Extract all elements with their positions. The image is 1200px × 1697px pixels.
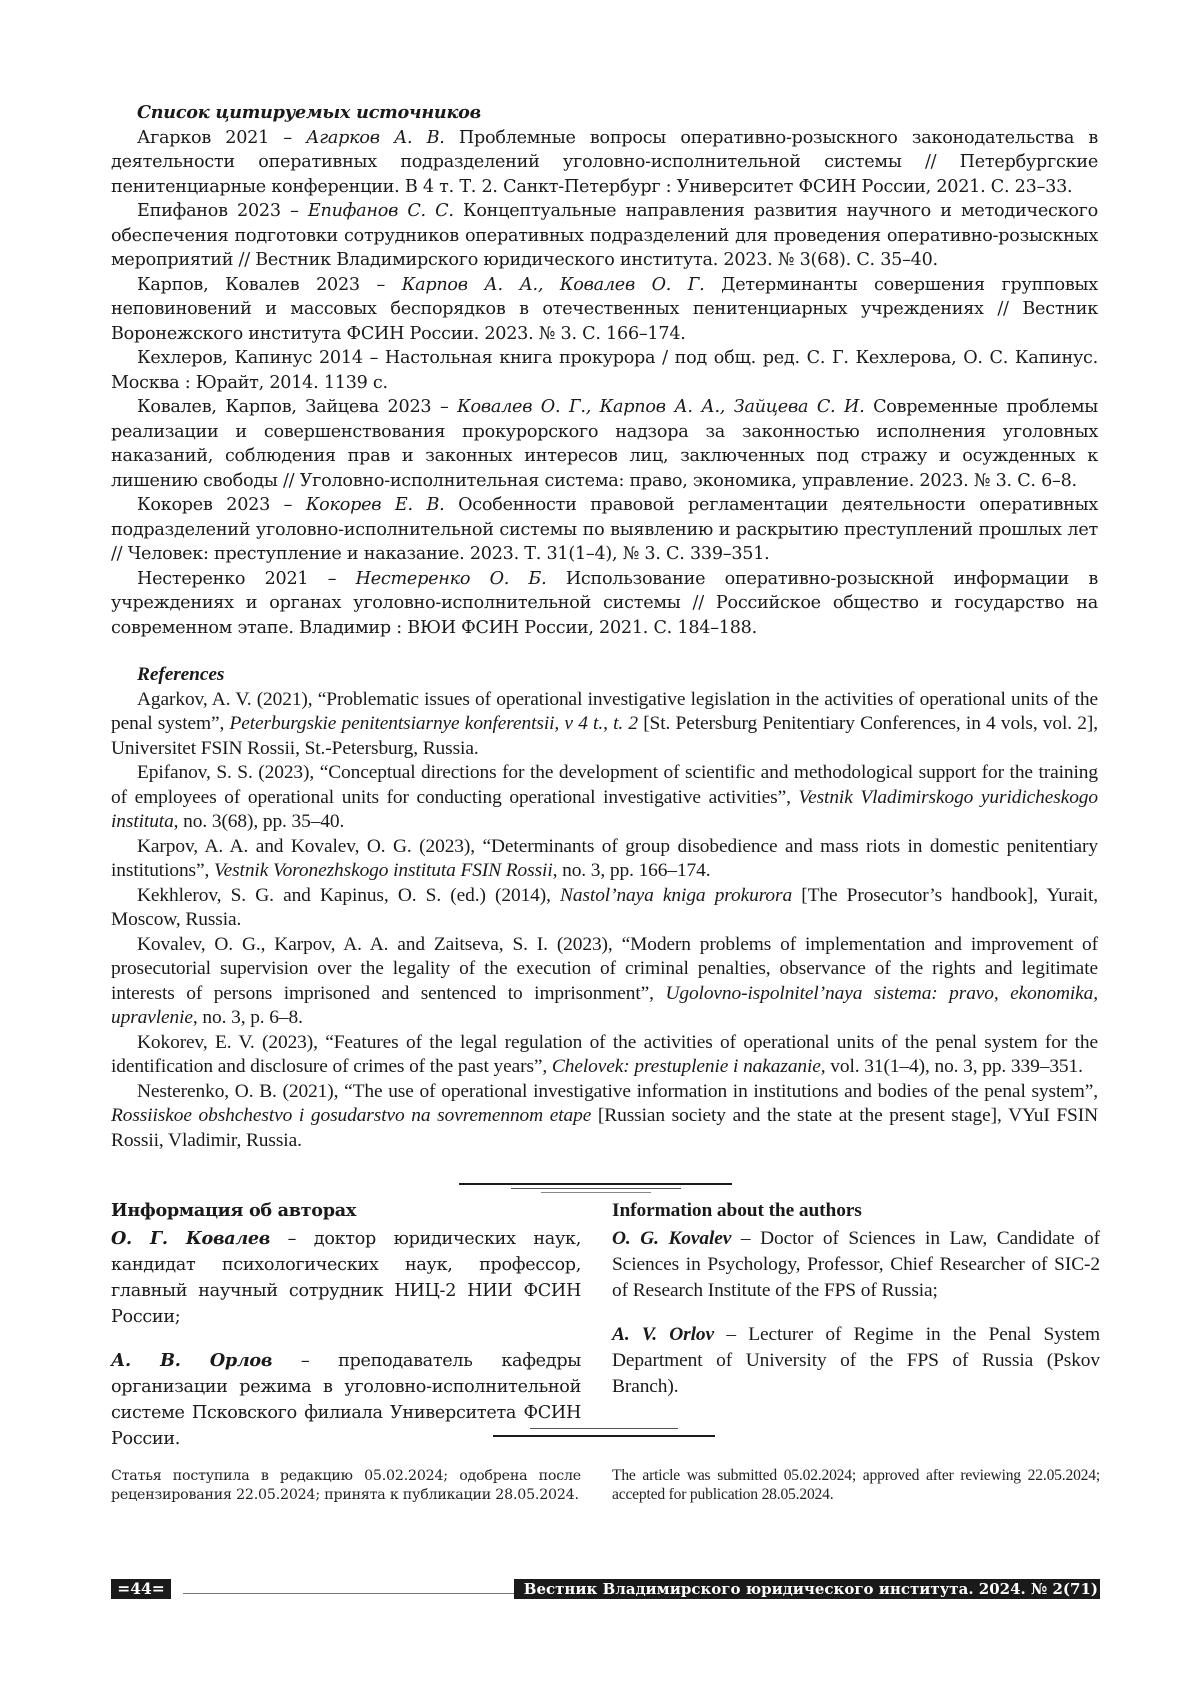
reference-entry: Karpov, A. A. and Kovalev, O. G. (2023), “Determinants of group disobedience and mass riots in domestic penitentiary institutions”, Vestnik Voronezhskogo instituta FSIN Rossii, no. 3, pp. 166–174. bbox=[111, 835, 1098, 881]
english-references-heading: References bbox=[137, 664, 225, 685]
divider-line bbox=[541, 1192, 651, 1193]
authors-info-english bbox=[612, 1198, 1100, 1418]
section-divider bbox=[493, 1428, 715, 1437]
reference-entry: Агарков 2021 – Агарков А. В. Проблемные вопросы оперативно-розыскного законодательства в деятельности оперативных подразделений уголовно-исполнительной системы // Петербургские пенитенциарные конференции. В 4 т. Т. 2. Санкт-Петербург : Университет ФСИН России, 2021. С. 23–33. bbox=[111, 127, 1098, 197]
reference-entry: Епифанов 2023 – Епифанов С. С. Концептуальные направления развития научного и методического обеспечения подготовки сотрудников оперативных подразделений для проведения оперативно-розыскных мероприятий // Вестник Владимирского юридического института. 2023. № 3(68). С. 35–40. bbox=[111, 201, 1098, 270]
section-divider bbox=[459, 1183, 732, 1193]
reference-entry: Нестеренко 2021 – Нестеренко О. Б. Использование оперативно-розыскной информации в учреждениях и органах уголовно-исполнительной системы // Российское общество и государство на современном этапе. Владимир : ВЮИ ФСИН России, 2021. С. 184–188. bbox=[111, 568, 1098, 638]
submission-dates-russian: Статья поступила в редакцию 05.02.2024; одобрена после рецензирования 22.05.2024; принята к публикации 28.05.2024. bbox=[111, 1468, 581, 1503]
author-entry: O. G. Kovalev – Doctor of Sciences in Law, Candidate of Sciences in Psychology, Professor, Chief Researcher of SIC-2 of Research Institute of the FPS of Russia; bbox=[612, 1228, 1100, 1301]
journal-title: Вестник Владимирского юридического института. 2024. № 2(71) bbox=[514, 1579, 1100, 1599]
reference-entry: Nesterenko, O. B. (2021), “The use of operational investigative information in institutions and bodies of the penal system”, Rossiiskoe obshchestvo i gosudarstvo na sovremennom etape [Russian society and the state at the present stage], VYuI FSIN Rossii, Vladimir, Russia. bbox=[111, 1080, 1098, 1151]
divider-line bbox=[493, 1435, 715, 1437]
reference-entry: Kekhlerov, S. G. and Kapinus, O. S. (ed.) (2014), Nastol’naya kniga prokurora [The Prosecutor’s handbook], Yurait, Moscow, Russia. bbox=[111, 884, 1098, 930]
reference-entry: Кехлеров, Капинус 2014 – Настольная книга прокурора / под общ. ред. С. Г. Кехлерова, О. С. Капинус. Москва : Юрайт, 2014. 1139 с. bbox=[111, 348, 1098, 393]
divider-line bbox=[459, 1183, 732, 1185]
submission-dates-english: The article was submitted 05.02.2024; approved after reviewing 22.05.2024; accepted for publication 28.05.2024. bbox=[612, 1467, 1100, 1503]
reference-entry: Epifanov, S. S. (2023), “Conceptual directions for the development of scientific and methodological support for the training of employees of operational units for conducting operational investigative activities”, Vestnik Vladimirskogo yuridicheskogo instituta, no. 3(68), pp. 35–40. bbox=[111, 762, 1098, 832]
author-entry: A. V. Orlov – Lecturer of Regime in the Penal System Department of University of the FPS of Russia (Pskov Branch). bbox=[612, 1324, 1100, 1397]
reference-entry: Kokorev, E. V. (2023), “Features of the legal regulation of the activities of operational units of the penal system for the identification and disclosure of crimes of the past years”, Chelovek: prestuplenie i nakazanie, vol. 31(1–4), no. 3, pp. 339–351. bbox=[111, 1031, 1098, 1077]
reference-entry: Agarkov, A. V. (2021), “Problematic issues of operational investigative legislation in the activities of operational units of the penal system”, Peterburgskie penitentsiarnye konferentsii, v 4 t., t. 2 [St. Petersburg Penitentiary Conferences, in 4 vols, vol. 2], Universitet FSIN Rossii, St.-Petersburg, Russia. bbox=[111, 688, 1098, 759]
page-footer bbox=[111, 1579, 1100, 1599]
divider-line bbox=[530, 1428, 678, 1429]
authors-heading: Информация об авторах bbox=[111, 1200, 357, 1221]
reference-entry: Кокорев 2023 – Кокорев Е. В. Особенности правовой регламентации деятельности оперативных подразделений уголовно-исполнительной системы по выявлению и раскрытию преступлений прошлых лет // Человек: преступление и наказание. 2023. Т. 31(1–4), № 3. С. 339–351. bbox=[111, 495, 1098, 564]
reference-entry: Ковалев, Карпов, Зайцева 2023 – Ковалев О. Г., Карпов А. А., Зайцева С. И. Современные проблемы реализации и совершенствования прокурорского надзора за законностью исполнения уголовных наказаний, соблюдения прав и законных интересов лиц, заключенных под стражу и осужденных к лишению свободы // Уголовно-исполнительная система: право, экономика, управление. 2023. № 3. С. 6–8. bbox=[111, 397, 1099, 491]
reference-entry: Kovalev, O. G., Karpov, A. A. and Zaitseva, S. I. (2023), “Modern problems of implementation and improvement of prosecutorial supervision over the legality of the execution of criminal penalties, observance of the rights and legitimate interests of persons imprisoned and sentenced to imprisonment”, Ugolovno-ispolnitel’naya sistema: pravo, ekonomika, upravlenie, no. 3, p. 6–8. bbox=[111, 933, 1098, 1028]
divider-line bbox=[511, 1188, 681, 1189]
authors-heading: Information about the authors bbox=[612, 1200, 862, 1221]
reference-entry: Карпов, Ковалев 2023 – Карпов А. А., Ковалев О. Г. Детерминанты совершения групповых неповиновений и массовых беспорядков в отечественных пенитенциарных учреждениях // Вестник Воронежского института ФСИН России. 2023. № 3. С. 166–174. bbox=[111, 274, 1098, 344]
english-references bbox=[111, 663, 1098, 1153]
author-entry: А. В. Орлов – преподаватель кафедры организации режима в уголовно-исполнительной системе Псковского филиала Университета ФСИН России. bbox=[111, 1350, 581, 1449]
author-entry: О. Г. Ковалев – доктор юридических наук, кандидат психологических наук, профессор, главный научный сотрудник НИЦ-2 НИИ ФСИН России; bbox=[111, 1228, 581, 1327]
russian-references-heading: Список цитируемых источников bbox=[137, 102, 481, 123]
page-number: =44= bbox=[111, 1579, 171, 1599]
russian-references bbox=[111, 101, 1098, 640]
